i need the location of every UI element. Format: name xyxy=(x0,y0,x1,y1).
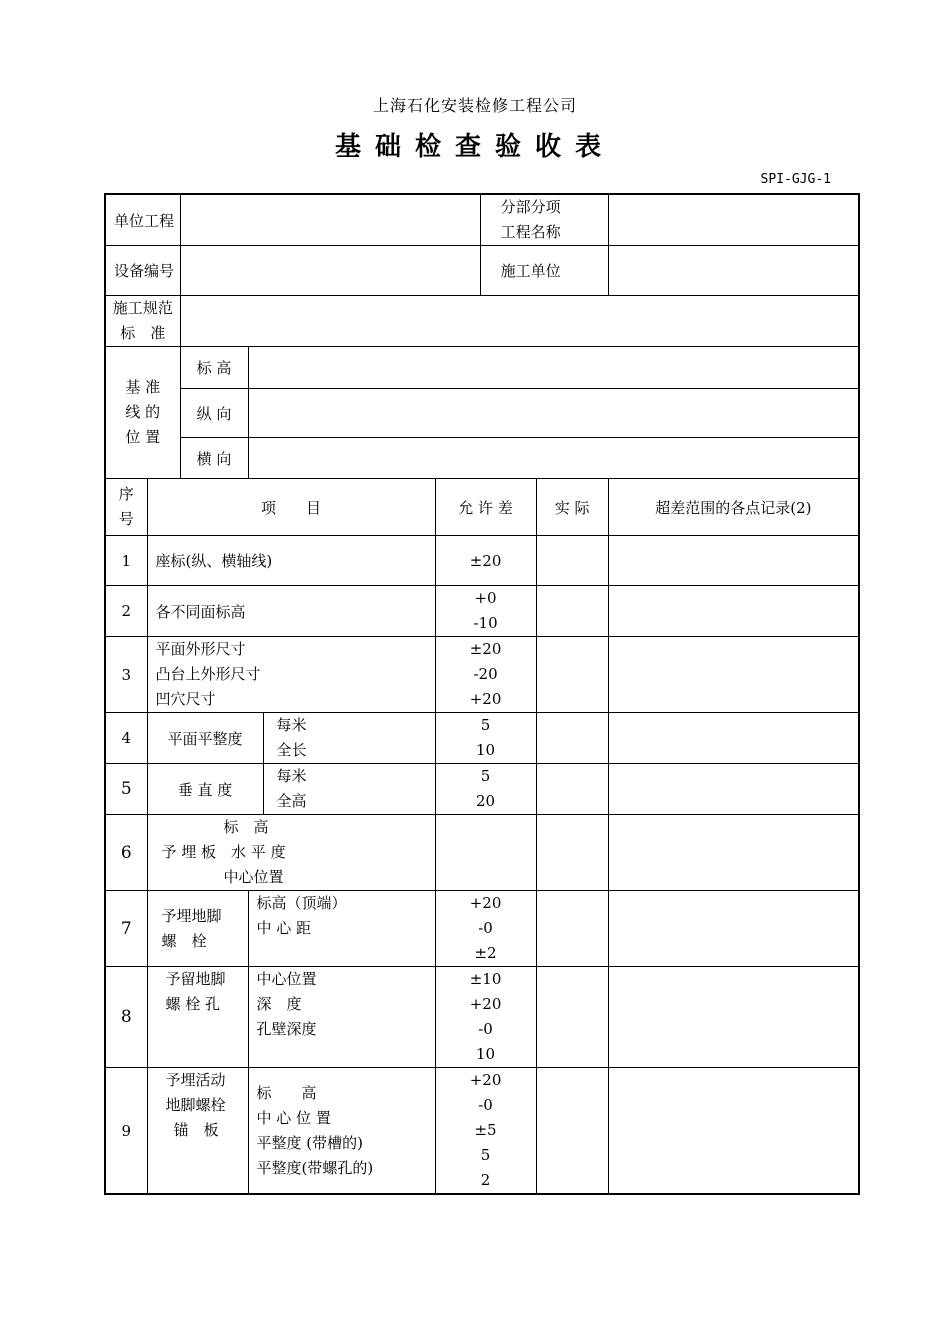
construction-unit-label: 施工单位 xyxy=(480,246,608,296)
row-item: 予留地脚 螺 栓 孔 xyxy=(147,967,248,1068)
record-cell[interactable] xyxy=(608,1068,859,1195)
row-tolerance: +0 -10 xyxy=(435,586,536,637)
row-item: 予埋地脚 螺 栓 xyxy=(147,891,248,967)
row-tolerance: +20 -0 ±2 xyxy=(435,891,536,967)
row-tolerance xyxy=(435,815,536,891)
row-item: 标 高 予 埋 板 水 平 度 中心位置 xyxy=(147,815,435,891)
row-item: 各不同面标高 xyxy=(147,586,435,637)
spec-value[interactable] xyxy=(180,296,859,347)
row-no: 8 xyxy=(105,967,147,1068)
form-code: SPI-GJG-1 xyxy=(760,172,831,187)
row-no: 7 xyxy=(105,891,147,967)
row-no: 6 xyxy=(105,815,147,891)
table-row xyxy=(105,637,859,713)
actual-cell[interactable] xyxy=(536,536,608,586)
record-cell[interactable] xyxy=(608,713,859,764)
elevation-value[interactable] xyxy=(248,347,859,389)
record-cell[interactable] xyxy=(608,536,859,586)
record-cell[interactable] xyxy=(608,637,859,713)
actual-cell[interactable] xyxy=(536,815,608,891)
inspection-table xyxy=(104,193,860,1195)
row-no: 3 xyxy=(105,637,147,713)
table-row xyxy=(105,815,859,891)
col-item-header: 项 目 xyxy=(147,479,435,536)
row-tolerance: 5 20 xyxy=(435,764,536,815)
table-row xyxy=(105,1068,859,1195)
company-name: 上海石化安装检修工程公司 xyxy=(372,96,577,115)
record-cell[interactable] xyxy=(608,586,859,637)
table-row xyxy=(105,536,859,586)
longitudinal-label: 纵 向 xyxy=(180,389,248,438)
record-cell[interactable] xyxy=(608,764,859,815)
table-row xyxy=(105,764,859,815)
row-no: 1 xyxy=(105,536,147,586)
col-actual-header: 实 际 xyxy=(536,479,608,536)
row-tolerance: ±20 -20 +20 xyxy=(435,637,536,713)
table-row xyxy=(105,586,859,637)
actual-cell[interactable] xyxy=(536,1068,608,1195)
row-item: 平面平整度 xyxy=(147,713,263,764)
record-cell[interactable] xyxy=(608,967,859,1068)
row-item: 垂 直 度 xyxy=(147,764,263,815)
elevation-label: 标 高 xyxy=(180,347,248,389)
table-row xyxy=(105,967,859,1068)
unit-project-value[interactable] xyxy=(180,194,480,246)
row-subitem: 每米 全高 xyxy=(263,764,435,815)
row-no: 4 xyxy=(105,713,147,764)
spec-label: 施工规范 标 准 xyxy=(105,296,180,347)
row-item: 座标(纵、横轴线) xyxy=(147,536,435,586)
actual-cell[interactable] xyxy=(536,713,608,764)
unit-project-label: 单位工程 xyxy=(105,194,180,246)
actual-cell[interactable] xyxy=(536,764,608,815)
row-item: 予埋活动 地脚螺栓 锚 板 xyxy=(147,1068,248,1195)
row-tolerance: ±20 xyxy=(435,536,536,586)
row-subitem: 标 高 中 心 位 置 平整度 (带槽的) 平整度(带螺孔的) xyxy=(248,1068,435,1195)
page-title: 基础检查验收表 xyxy=(334,132,615,162)
row-subitem: 中心位置 深 度 孔壁深度 xyxy=(248,967,435,1068)
sub-project-label: 分部分项 工程名称 xyxy=(480,194,608,246)
actual-cell[interactable] xyxy=(536,586,608,637)
row-tolerance: 5 10 xyxy=(435,713,536,764)
row-tolerance: ±10 +20 -0 10 xyxy=(435,967,536,1068)
construction-unit-value[interactable] xyxy=(608,246,859,296)
row-no: 2 xyxy=(105,586,147,637)
actual-cell[interactable] xyxy=(536,637,608,713)
col-no-header: 序 号 xyxy=(105,479,147,536)
sub-project-value[interactable] xyxy=(608,194,859,246)
actual-cell[interactable] xyxy=(536,967,608,1068)
transverse-label: 横 向 xyxy=(180,438,248,479)
row-subitem: 每米 全长 xyxy=(263,713,435,764)
longitudinal-value[interactable] xyxy=(248,389,859,438)
table-row xyxy=(105,713,859,764)
table-row xyxy=(105,891,859,967)
record-cell[interactable] xyxy=(608,891,859,967)
row-no: 9 xyxy=(105,1068,147,1195)
equipment-no-label: 设备编号 xyxy=(105,246,180,296)
equipment-no-value[interactable] xyxy=(180,246,480,296)
transverse-value[interactable] xyxy=(248,438,859,479)
col-tolerance-header: 允 许 差 xyxy=(435,479,536,536)
baseline-label: 基 准 线 的 位 置 xyxy=(105,347,180,479)
row-tolerance: +20 -0 ±5 5 2 xyxy=(435,1068,536,1195)
row-item: 平面外形尺寸 凸台上外形尺寸 凹穴尺寸 xyxy=(147,637,435,713)
row-no: 5 xyxy=(105,764,147,815)
row-subitem: 标高（顶端） 中 心 距 xyxy=(248,891,435,967)
col-record-header: 超差范围的各点记录(2) xyxy=(608,479,859,536)
actual-cell[interactable] xyxy=(536,891,608,967)
record-cell[interactable] xyxy=(608,815,859,891)
